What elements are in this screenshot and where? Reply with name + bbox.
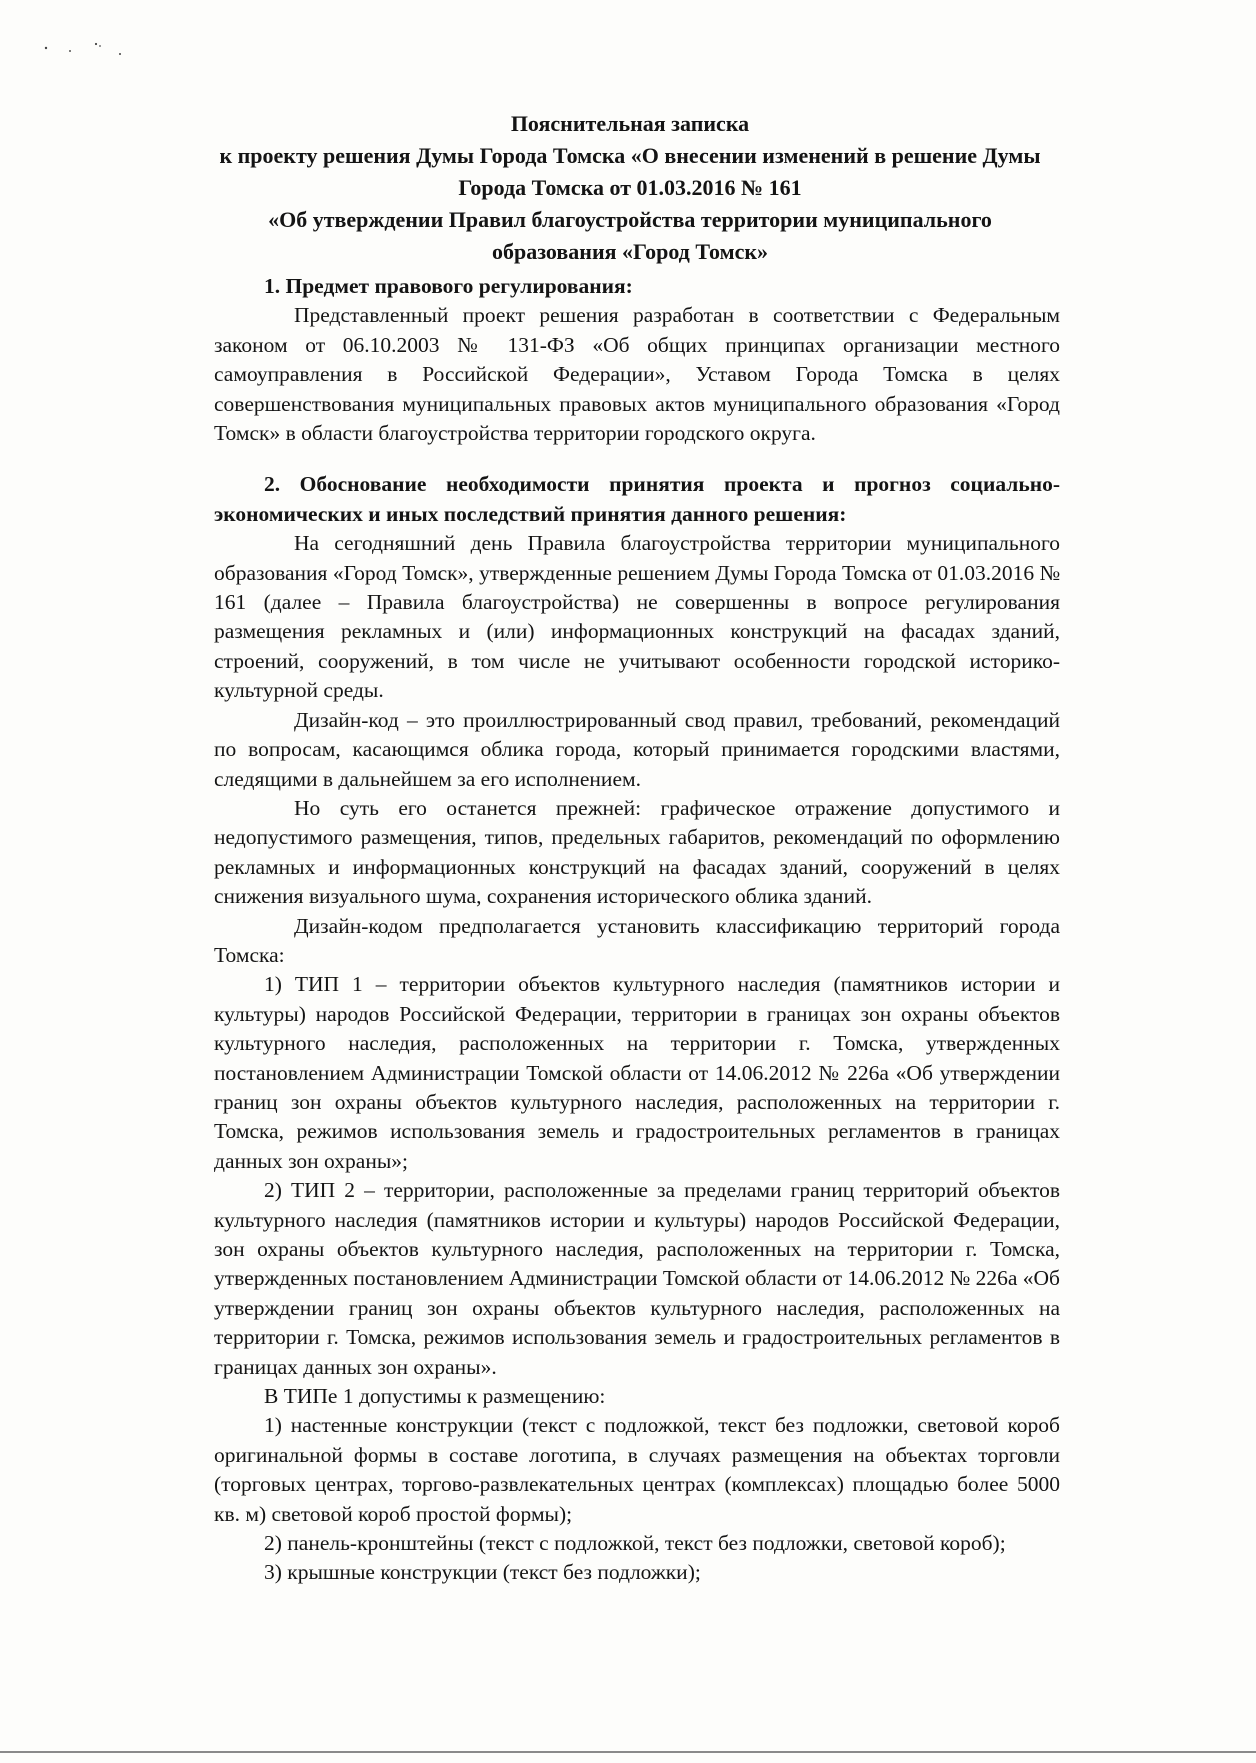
subtitle-line: «Об утверждении Правил благоустройства территории муниципального (268, 207, 992, 232)
list-item: 2) панель-кронштейны (текст с подложкой, текст без подложки, световой короб); (264, 1531, 1006, 1556)
document-title: Пояснительная записка (510, 111, 750, 136)
spacer (214, 448, 1060, 470)
paragraph: Дизайн-кодом предполагается установить классификацию территорий города Томска: (214, 913, 1060, 967)
document-body (214, 272, 1060, 1588)
section-2-heading: 2. Обоснование необходимости принятия проекта и прогноз социально-экономических и иных последствий принятия данного решения: (214, 472, 1060, 526)
scan-bottom-edge (0, 1751, 1256, 1753)
section-1-paragraph: Представленный проект решения разработан в соответствии с Федеральным законом от 06.10.2003 № 131-ФЗ «Об общих принципах организации местного самоуправления в Российской Федерации», Уставом Города Томска в целях совершенствования муниципальных правовых актов муниципального образования «Город Томск» в области благоустройства территории городского округа. (214, 303, 1060, 446)
list-item: 1) настенные конструкции (текст с подложкой, текст без подложки, световой короб оригинальной формы в составе логотипа, в случаях размещения на объектах торговли (торговых центрах, торгово-развлекательных центрах (комплексах) площадью более 5000 кв. м) световой короб простой формы); (214, 1413, 1060, 1526)
paragraph: На сегодняшний день Правила благоустройства территории муниципального образования «Город Томск», утвержденные решением Думы Города Томска от 01.03.2016 № 161 (далее – Правила благоустройства) не совершенны в вопросе регулирования размещения рекламных и (или) информационных конструкций на фасадах зданий, строений, сооружений, в том числе не учитывают особенности городской историко-культурной среды. (214, 531, 1060, 703)
type-1-item: 1) ТИП 1 – территории объектов культурного наследия (памятников истории и культуры) народов Российской Федерации, территории в границах зон охраны объектов культурного наследия, расположенных на территории г. Томска, утвержденных постановлением Администрации Томской области от 14.06.2012 № 226а «Об утверждении границ зон охраны объектов культурного наследия, расположенных на территории г. Томска, режимов использования земель и градостроительных регламентов в границах данных зон охраны»; (214, 972, 1060, 1173)
subtitle-line: образования «Город Томск» (491, 239, 769, 264)
paragraph: Но суть его останется прежней: графическое отражение допустимого и недопустимого размещения, типов, предельных габаритов, рекомендаций по оформлению рекламных и информационных конструкций на фасадах зданий, сооружений в целях снижения визуального шума, сохранения исторического облика зданий. (214, 795, 1060, 909)
subtitle-line: к проекту решения Думы Города Томска «О внесении изменений в решение Думы (219, 143, 1041, 168)
list-heading: В ТИПе 1 допустимы к размещению: (264, 1384, 606, 1409)
document-header (200, 108, 1060, 268)
subtitle-line: Города Томска от 01.03.2016 № 161 (458, 175, 802, 200)
paragraph: Дизайн-код – это проиллюстрированный свод правил, требований, рекомендаций по вопросам, касающимся облика города, который принимается городскими властями, следящими в дальнейшем за его исполнением. (214, 707, 1060, 791)
section-1-heading: 1. Предмет правового регулирования: (264, 274, 633, 298)
scan-specks (40, 36, 160, 76)
list-item: 3) крышные конструкции (текст без подложки); (264, 1560, 701, 1585)
type-2-item: 2) ТИП 2 – территории, расположенные за пределами границ территорий объектов культурного наследия (памятников истории и культуры) народов Российской Федерации, зон охраны объектов культурного наследия, расположенных на территории г. Томска, утвержденных постановлением Администрации Томской области от 14.06.2012 № 226а «Об утверждении границ зон охраны объектов культурного наследия, расположенных на территории г. Томска, режимов использования земель и градостроительных регламентов в границах данных зон охраны». (214, 1178, 1060, 1379)
